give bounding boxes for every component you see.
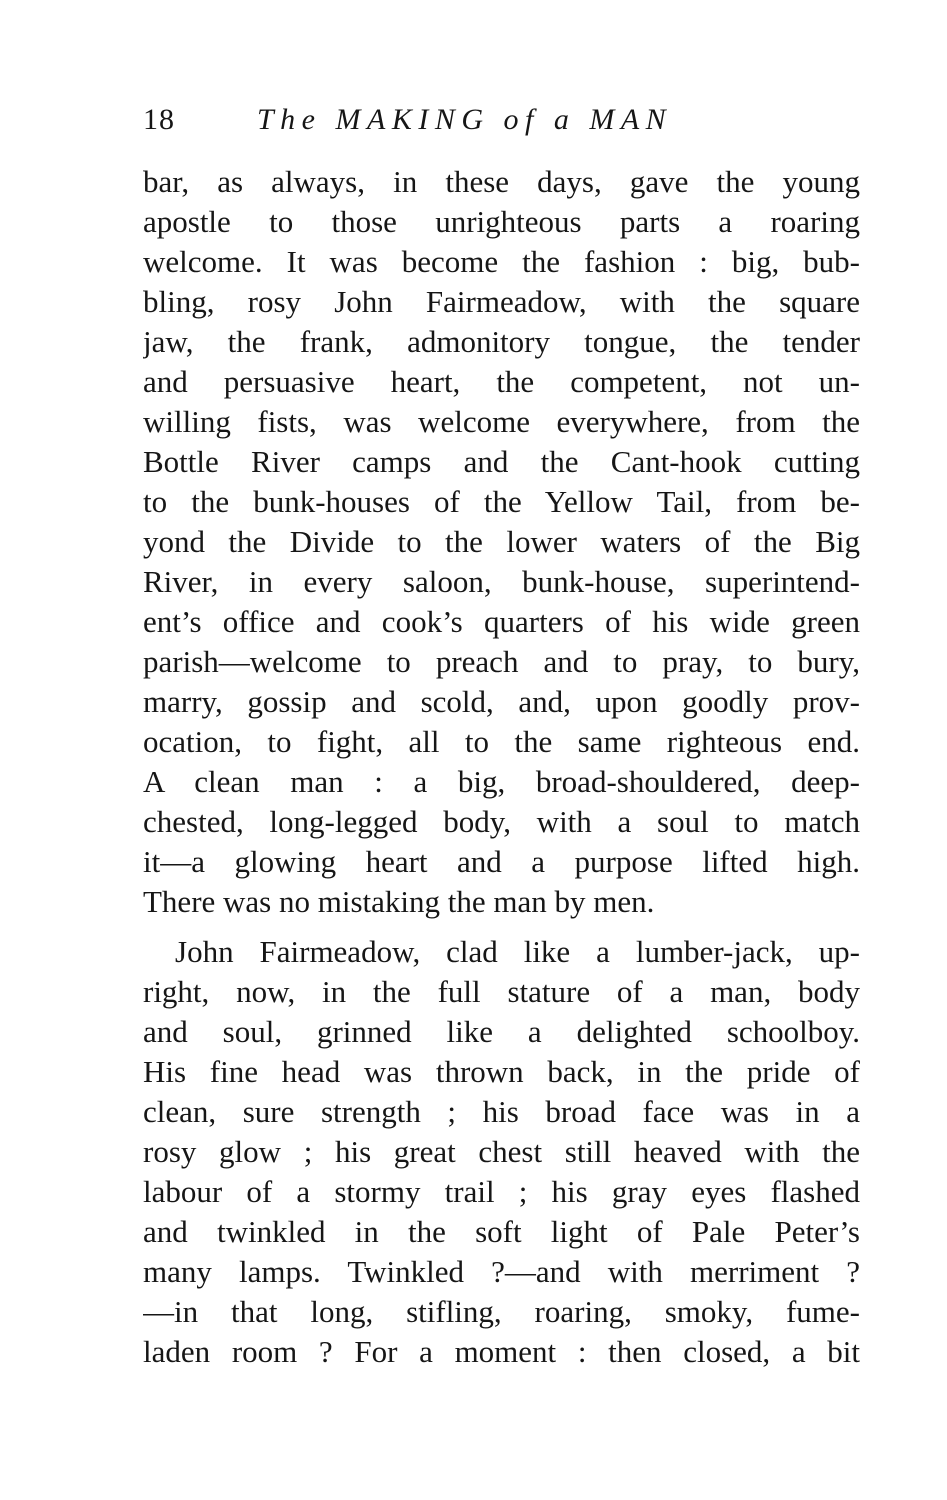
text-line: John Fairmeadow, clad like a lumber-jack, up- <box>175 934 860 969</box>
page-number: 18 <box>143 103 175 136</box>
text-line: jaw, the frank, admonitory tongue, the tender <box>143 324 860 359</box>
text-line: and twinkled in the soft light of Pale Peter’s <box>143 1214 860 1249</box>
text-line: marry, gossip and scold, and, upon goodly prov- <box>143 684 860 719</box>
text-line: There was no mistaking the man by men. <box>143 884 655 919</box>
text-line: yond the Divide to the lower waters of the Big <box>143 524 860 559</box>
text-line: it—a glowing heart and a purpose lifted high. <box>143 844 860 879</box>
text-line: willing fists, was welcome everywhere, from the <box>143 404 860 439</box>
text-line: apostle to those unrighteous parts a roaring <box>143 204 860 239</box>
text-line: Bottle River camps and the Cant-hook cutting <box>143 444 860 479</box>
page-header <box>143 98 860 142</box>
text-line: River, in every saloon, bunk-house, superintend- <box>143 564 860 599</box>
text-line: and persuasive heart, the competent, not un- <box>143 364 860 399</box>
text-line: right, now, in the full stature of a man, body <box>143 974 860 1009</box>
text-line: —in that long, stifling, roaring, smoky, fume- <box>143 1294 860 1329</box>
text-line: parish—welcome to preach and to pray, to bury, <box>143 644 860 679</box>
paragraph-2 <box>143 932 860 1372</box>
running-title: The MAKING of a MAN <box>257 103 673 136</box>
body-text <box>143 162 860 1372</box>
paragraph-gap <box>143 922 860 932</box>
text-line: rosy glow ; his great chest still heaved with the <box>143 1134 860 1169</box>
text-line: chested, long-legged body, with a soul to match <box>143 804 860 839</box>
text-line: ent’s office and cook’s quarters of his wide green <box>143 604 860 639</box>
text-line: laden room ? For a moment : then closed, a bit <box>143 1334 860 1369</box>
paragraph-1 <box>143 162 860 922</box>
text-line: bling, rosy John Fairmeadow, with the square <box>143 284 860 319</box>
text-line: bar, as always, in these days, gave the young <box>143 164 860 199</box>
text-line: A clean man : a big, broad-shouldered, deep- <box>143 764 860 799</box>
text-line: welcome. It was become the fashion : big, bub- <box>143 244 860 279</box>
text-line: and soul, grinned like a delighted schoolboy. <box>143 1014 860 1049</box>
text-line: to the bunk-houses of the Yellow Tail, from be- <box>143 484 860 519</box>
text-line: labour of a stormy trail ; his gray eyes flashed <box>143 1174 860 1209</box>
text-line: many lamps. Twinkled ?—and with merriment ? <box>143 1254 860 1289</box>
text-line: ocation, to fight, all to the same righteous end. <box>143 724 860 759</box>
text-line: clean, sure strength ; his broad face was in a <box>143 1094 860 1129</box>
text-line: His fine head was thrown back, in the pride of <box>143 1054 860 1089</box>
